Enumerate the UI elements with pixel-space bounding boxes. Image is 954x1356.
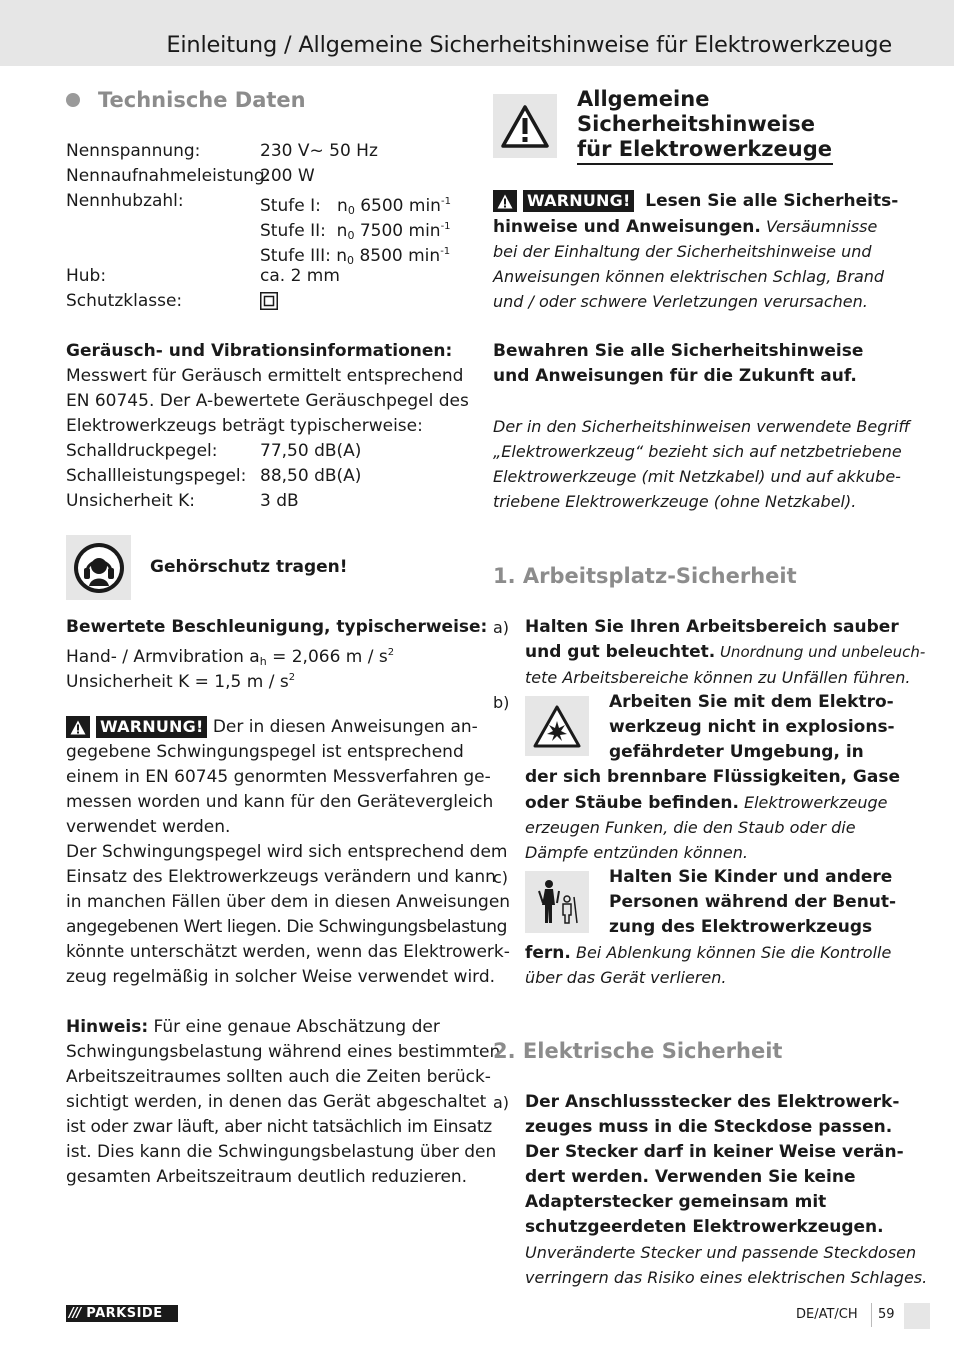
page-title: Einleitung / Allgemeine Sicherheitshinweise für Elektrowerkzeuge	[166, 32, 892, 58]
section-1-heading	[493, 562, 797, 590]
safety-warning-line	[493, 189, 898, 214]
explosion-hazard-icon	[525, 696, 589, 756]
definition-text: triebene Elektrowerkzeuge (ohne Netzkabel).	[493, 492, 857, 511]
noise-text: Messwert für Geräusch ermittelt entsprechend	[66, 366, 464, 386]
spec-label: Nennspannung:	[66, 141, 201, 161]
item-bold-text: gefährdeter Umgebung, in	[609, 742, 864, 762]
section-2-heading	[493, 1037, 782, 1065]
item-bold-text: werkzeug nicht in explosions-	[609, 717, 895, 737]
warning-triangle-icon	[493, 190, 517, 212]
item-italic-text: Bei Ablenkung können Sie die Kontrolle	[570, 943, 892, 962]
item-bold-text: Personen während der Benut-	[609, 892, 897, 912]
item-bold-text: schutzgeerdeten Elektrowerkzeugen.	[525, 1217, 884, 1237]
exponent: -1	[440, 196, 451, 207]
n-subscript: 0	[347, 254, 355, 267]
language-code: DE/AT/CH	[796, 1307, 858, 1322]
bullet-icon	[66, 93, 80, 107]
spec-value: 230 V~ 50 Hz	[260, 141, 378, 161]
stufe-value: 7500 min	[359, 221, 441, 241]
spec-value: 3 dB	[260, 491, 299, 511]
warning-triangle-icon	[493, 94, 557, 158]
vib-subscript: h	[259, 655, 267, 668]
item-letter: c)	[493, 868, 509, 887]
item-letter: a)	[493, 1093, 510, 1112]
hinweis-text: gesamten Arbeitszeitraum deutlich reduzieren.	[66, 1167, 468, 1187]
spec-label: Unsicherheit K:	[66, 491, 195, 511]
spec-value: 88,50 dB(A)	[260, 466, 362, 486]
hinweis-line	[66, 1015, 440, 1040]
n-subscript: 0	[347, 229, 355, 242]
vib-text: Hand- / Armvibration a	[66, 647, 260, 667]
warning-bold-text: Lesen Sie alle Sicherheits-	[645, 191, 899, 211]
ear-protection-icon	[66, 535, 131, 600]
spec-value: 200 W	[260, 166, 315, 186]
spec-value: 77,50 dB(A)	[260, 441, 362, 461]
spec-value: ca. 2 mm	[260, 266, 340, 286]
title-underline	[577, 163, 833, 165]
item-italic-text: verringern das Risiko eines elektrischen Schlages.	[525, 1268, 928, 1287]
item-bold-text: oder Stäube befinden.	[525, 793, 739, 813]
item-letter: a)	[493, 618, 510, 637]
warning-text: in manchen Fällen über dem in diesen Anweisungen	[66, 892, 511, 912]
warning-italic-text: Anweisungen können elektrischen Schlag, Brand	[493, 267, 885, 286]
safety-title-line: für Elektrowerkzeuge	[577, 137, 832, 161]
hinweis-text: Arbeitszeitraumes sollten auch die Zeiten berück-	[66, 1067, 491, 1087]
noise-text: Elektrowerkzeugs beträgt typischerweise:	[66, 416, 423, 436]
item-bold-text: und gut beleuchtet.	[525, 642, 716, 662]
item-bold-text: Halten Sie Kinder und andere	[609, 867, 893, 887]
warning-text	[493, 214, 877, 240]
exponent: 2	[387, 647, 395, 658]
hinweis-text: ist. Dies kann die Schwingungsbelastung über den	[66, 1142, 497, 1162]
warning-italic-text: Versäumnisse	[760, 217, 878, 236]
page-number: 59	[878, 1307, 895, 1322]
item-bold-text: der sich brennbare Flüssigkeiten, Gase	[525, 767, 900, 787]
item-italic-text: Dämpfe entzünden können.	[525, 843, 748, 862]
keep-instructions: Bewahren Sie alle Sicherheitshinweise	[493, 341, 864, 361]
spec-label: Schalldruckpegel:	[66, 441, 218, 461]
hinweis-text: sichtigt werden, in denen das Gerät abgeschaltet	[66, 1092, 487, 1112]
stufe-label: Stufe I:	[260, 196, 321, 216]
vib-text: = 2,066 m / s	[266, 647, 388, 667]
logo-stripes: ///	[69, 1306, 81, 1321]
warning-text: verwendet werden.	[66, 817, 231, 837]
item-bold-text: Der Stecker darf in keiner Weise verän-	[525, 1142, 904, 1162]
tech-heading	[66, 86, 306, 114]
item-text	[525, 790, 887, 816]
noise-text: EN 60745. Der A-bewertete Geräuschpegel des	[66, 391, 469, 411]
ear-protection-label: Gehörschutz tragen!	[150, 557, 348, 577]
warning-text: gegebene Schwingungspegel ist entsprechend	[66, 742, 464, 762]
keep-children-away-icon	[525, 871, 589, 933]
warning-text: Der Schwingungspegel wird sich entsprechend dem	[66, 842, 508, 862]
item-bold-text: dert werden. Verwenden Sie keine	[525, 1167, 856, 1187]
warning-label: WARNUNG!	[523, 190, 634, 212]
warning-text: könnte unterschätzt werden, wenn das Elektrowerk-	[66, 942, 510, 962]
definition-text: Der in den Sicherheitshinweisen verwendete Begriff	[493, 417, 910, 436]
safety-title	[577, 87, 832, 162]
warning-label: WARNUNG!	[96, 716, 207, 738]
item-bold-text: Adapterstecker gemeinsam mit	[525, 1192, 827, 1212]
logo-text: PARKSIDE	[86, 1306, 163, 1321]
warning-text: angegebenen Wert liegen. Die Schwingungsbelastung	[66, 917, 508, 937]
noise-title: Geräusch- und Vibrationsinformationen:	[66, 341, 453, 361]
section-number: 1.	[493, 564, 516, 588]
item-text	[525, 640, 925, 665]
safety-title-line: Allgemeine	[577, 87, 710, 111]
hinweis-text: Schwingungsbelastung während eines bestimmten	[66, 1042, 501, 1062]
item-bold-text: Arbeiten Sie mit dem Elektro-	[609, 692, 894, 712]
item-bold-text: fern.	[525, 943, 571, 963]
spec-label: Schallleistungspegel:	[66, 466, 247, 486]
item-bold-text: Halten Sie Ihren Arbeitsbereich sauber	[525, 617, 899, 637]
warning-text: Einsatz des Elektrowerkzeugs verändern und kann	[66, 867, 496, 887]
tech-heading-text: Technische Daten	[98, 88, 306, 112]
safety-title-line: Sicherheitshinweise	[577, 112, 815, 136]
stufe-label: Stufe II:	[260, 221, 326, 241]
spec-label: Schutzklasse:	[66, 291, 183, 311]
item-bold-text: zung des Elektrowerkzeugs	[609, 917, 873, 937]
section-number: 2.	[493, 1039, 516, 1063]
warning-italic-text: und / oder schwere Verletzungen verursachen.	[493, 292, 868, 311]
hinweis-text: ist oder zwar läuft, aber nicht tatsächlich im Einsatz	[66, 1117, 492, 1137]
vib-text: Unsicherheit K = 1,5 m / s	[66, 672, 289, 692]
n-subscript: 0	[347, 204, 355, 217]
warning-text: Der in diesen Anweisungen an-	[207, 717, 478, 737]
warning-text: messen worden und kann für den Gerätevergleich	[66, 792, 494, 812]
warning-badge	[493, 190, 634, 212]
item-italic-text: Unveränderte Stecker und passende Steckdosen	[525, 1243, 917, 1262]
item-letter: b)	[493, 693, 510, 712]
definition-text: Elektrowerkzeuge (mit Netzkabel) und auf akkube-	[493, 467, 901, 486]
stufe-value: 8500 min	[359, 246, 441, 266]
item-italic-text: Unordnung und unbeleuch-	[715, 643, 926, 661]
vibration-title: Bewertete Beschleunigung, typischerweise:	[66, 617, 488, 637]
hinweis-text: Für eine genaue Abschätzung der	[148, 1017, 440, 1037]
n-symbol: n	[336, 221, 348, 241]
item-bold-text: zeuges muss in die Steckdose passen.	[525, 1117, 893, 1137]
footer-box	[904, 1303, 930, 1329]
parkside-logo	[66, 1305, 178, 1322]
spec-label: Hub:	[66, 266, 107, 286]
item-italic-text: Elektrowerkzeuge	[738, 793, 888, 812]
section-title: Arbeitsplatz-Sicherheit	[522, 564, 797, 588]
exponent: -1	[440, 246, 451, 257]
n-symbol: n	[336, 246, 348, 266]
warning-text: einem in EN 60745 genormten Messverfahren ge-	[66, 767, 491, 787]
stufe-label: Stufe III:	[260, 246, 331, 266]
spec-label: Nennhubzahl:	[66, 191, 184, 211]
keep-instructions: und Anweisungen für die Zukunft auf.	[493, 366, 857, 386]
exponent: 2	[288, 672, 296, 683]
footer-divider	[871, 1303, 872, 1327]
warning-italic-text: bei der Einhaltung der Sicherheitshinweise und	[493, 242, 872, 261]
item-bold-text: Der Anschlussstecker des Elektrowerk-	[525, 1092, 900, 1112]
hinweis-label: Hinweis:	[66, 1017, 149, 1037]
protection-class-2-icon	[260, 292, 278, 318]
warning-badge	[66, 716, 207, 738]
item-italic-text: tete Arbeitsbereiche können zu Unfällen führen.	[525, 668, 911, 687]
warning-bold-text: hinweise und Anweisungen.	[493, 217, 761, 237]
item-italic-text: über das Gerät verlieren.	[525, 968, 727, 987]
definition-text: „Elektrowerkzeug“ bezieht sich auf netzbetriebene	[493, 442, 902, 461]
stufe-value: 6500 min	[360, 196, 441, 216]
spec-label: Nennaufnahmeleistung:	[66, 166, 271, 186]
vibration-warning-line	[66, 715, 478, 740]
section-title: Elektrische Sicherheit	[522, 1039, 783, 1063]
item-text	[525, 940, 891, 966]
warning-triangle-icon	[66, 716, 90, 738]
n-symbol: n	[337, 196, 348, 216]
warning-text: zeug regelmäßig in solcher Weise verwendet wird.	[66, 967, 496, 987]
vibration-text	[66, 665, 295, 695]
exponent: -1	[440, 221, 451, 232]
item-italic-text: erzeugen Funken, die den Staub oder die	[525, 818, 856, 837]
